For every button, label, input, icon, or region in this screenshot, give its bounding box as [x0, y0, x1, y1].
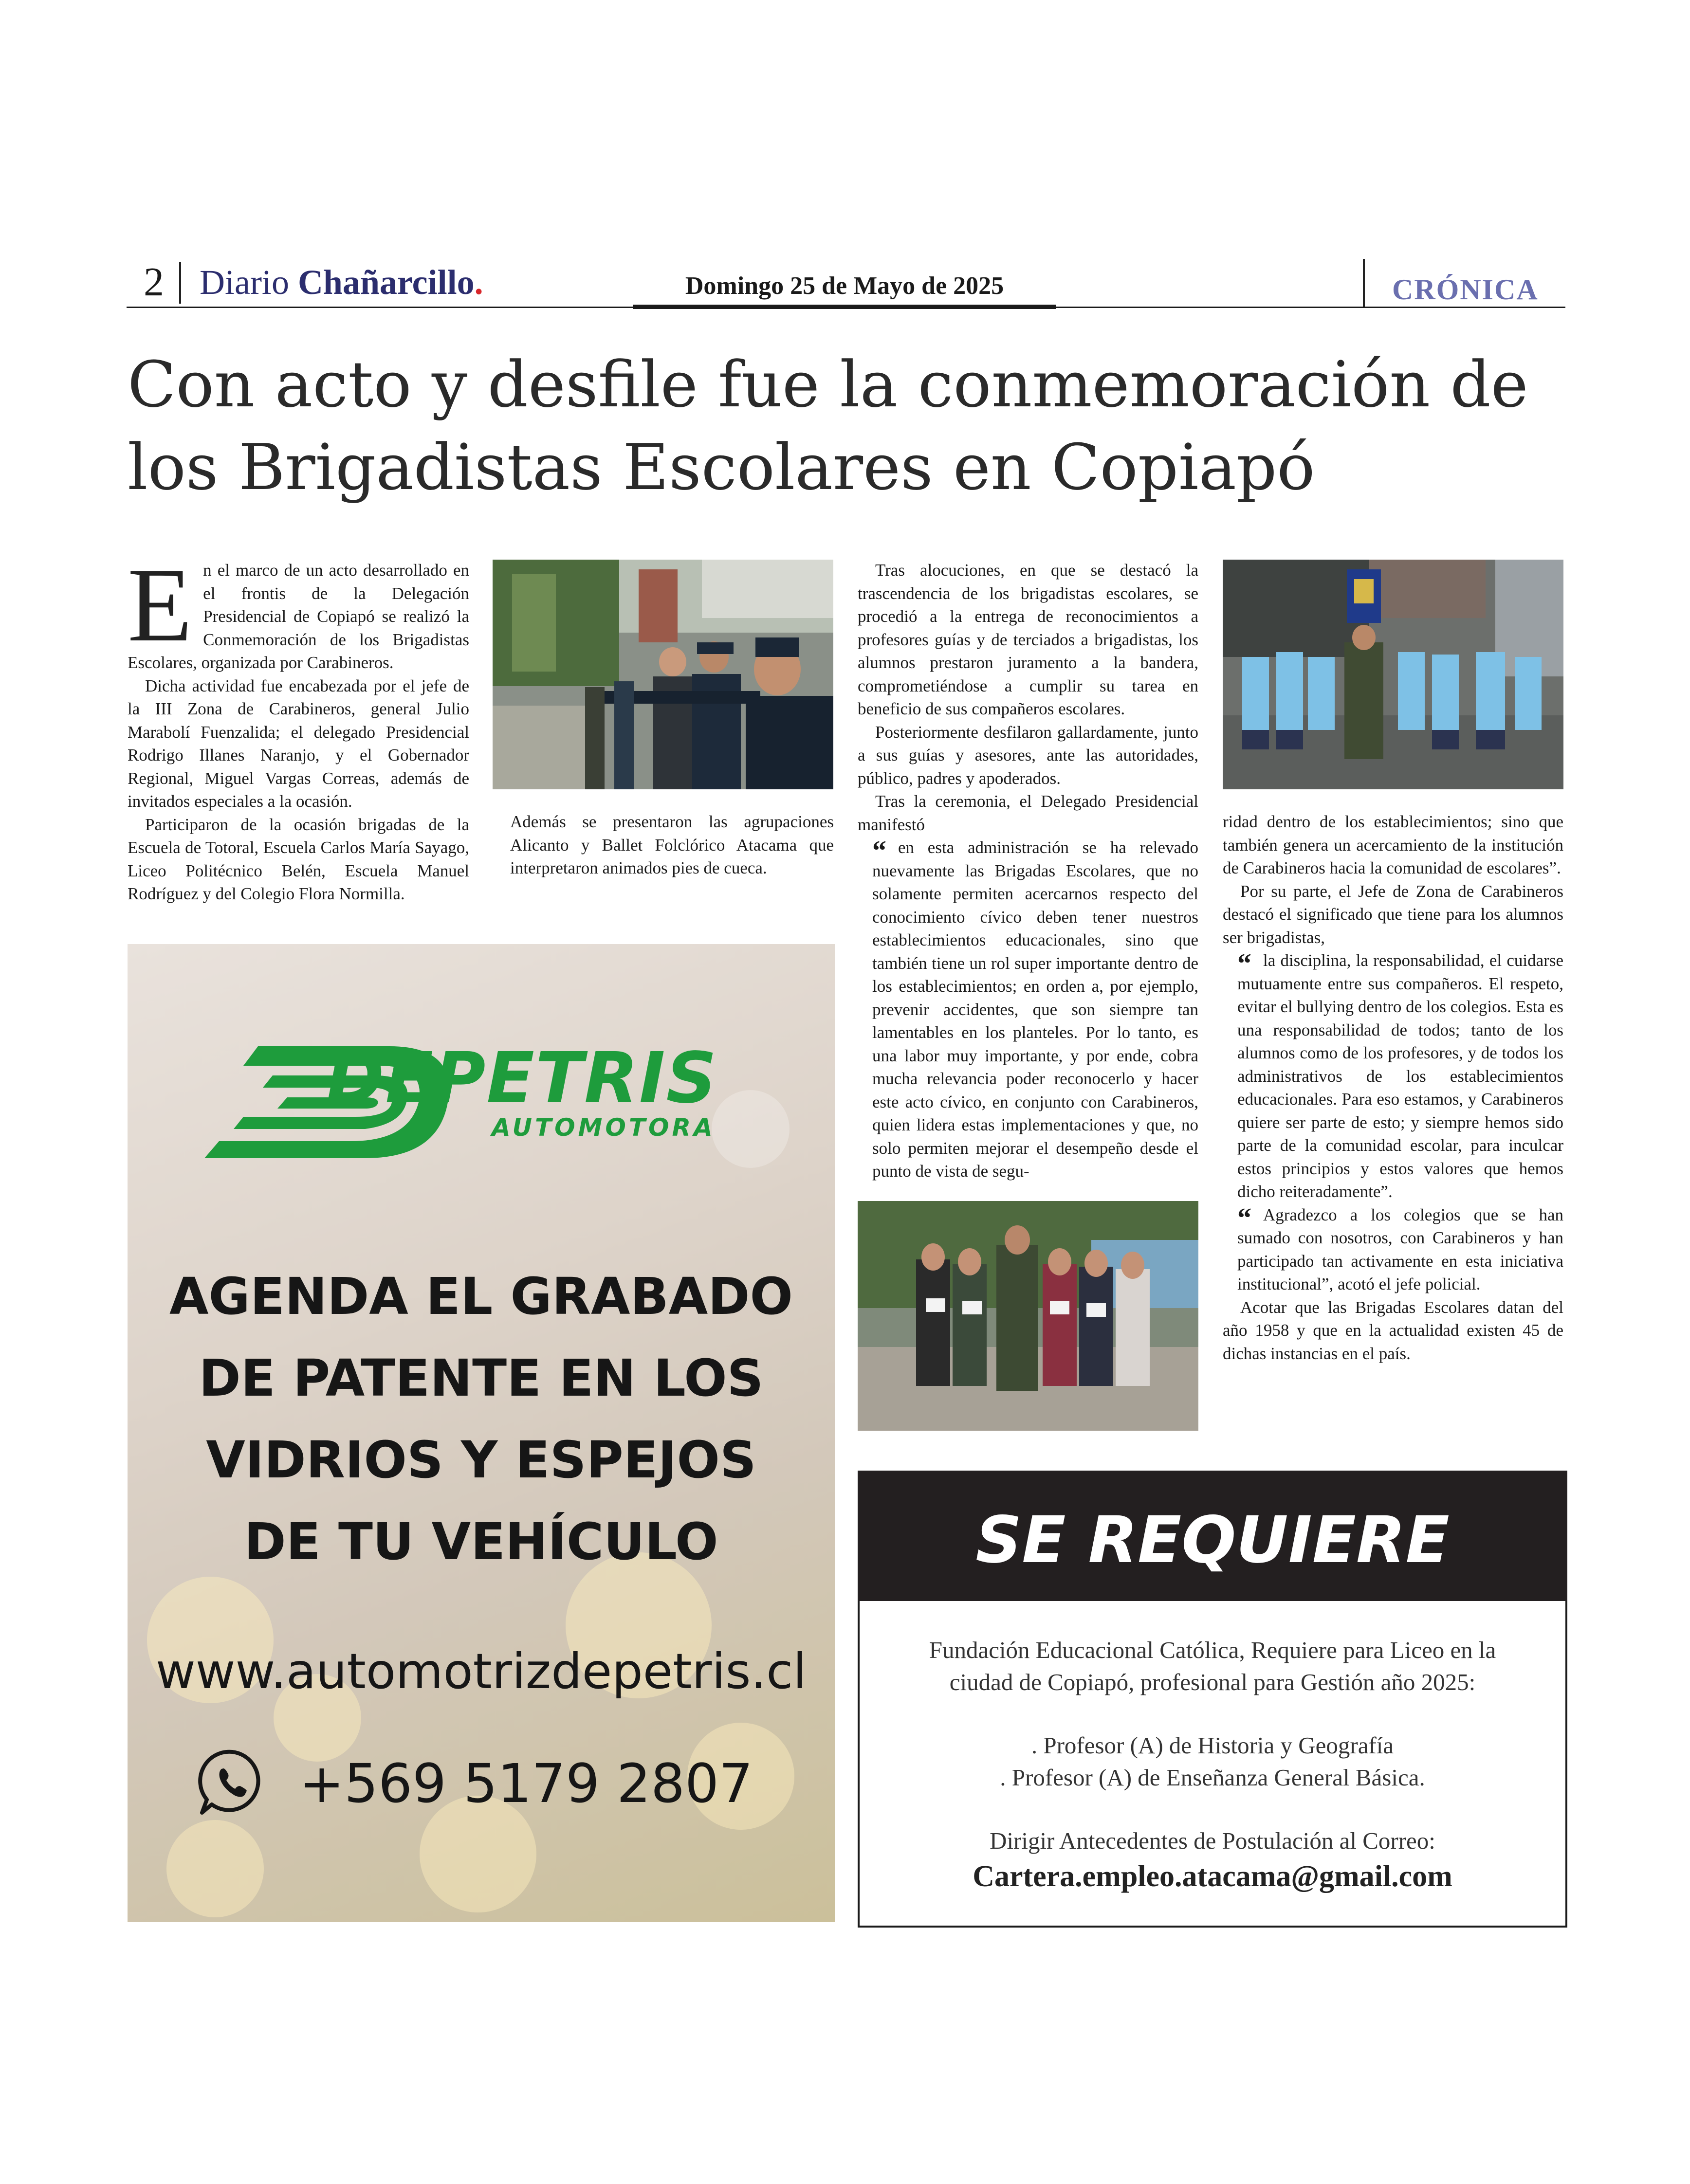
ad-headline — [128, 1256, 835, 1583]
paragraph: Por su parte, el Jefe de Zona de Carabineros destacó el significado que tiene para los alumnos ser brigadistas, — [1223, 881, 1563, 947]
paragraph: Dicha actividad fue encabezada por el jefe de la III Zona de Carabineros, general Julio Marabolí Fuenzalida; el delegado Presidencial Rodrigo Illanes Naranjo, y el Gobernador Regional, Miguel Vargas Correas, además de invitados especiales a la ocasión. — [128, 676, 469, 811]
ad-phone-number[interactable]: +569 5179 2807 — [299, 1752, 753, 1815]
newspaper-name-dot: . — [474, 263, 483, 302]
page-number: 2 — [144, 259, 164, 305]
job-position: . Profesor (A) de Enseñanza General Básica. — [1000, 1764, 1425, 1791]
ad-headline-line: AGENDA EL GRABADO — [169, 1267, 793, 1326]
masthead-divider — [179, 262, 181, 304]
quote-mark-icon: “ — [1237, 947, 1251, 979]
photo-caption: Además se presentaron las agrupaciones Alicanto y Ballet Folclórico Atacama que interpretaron animados pies de cueca. — [510, 812, 834, 877]
whatsapp-icon — [197, 1747, 268, 1818]
newspaper-name-bold: Chañarcillo — [297, 263, 475, 302]
paragraph: Tras la ceremonia, el Delegado Presidencial manifestó — [858, 792, 1198, 834]
article-column-3 — [858, 559, 1198, 1183]
paragraph: Acotar que las Brigadas Escolares datan del año 1958 y que en la actualidad existen 45 de dichas instancias en el país. — [1223, 1297, 1563, 1363]
drop-cap: E — [128, 546, 193, 664]
newspaper-name-regular: Diario — [200, 263, 289, 302]
ad-headline-line: VIDRIOS Y ESPEJOS — [206, 1430, 756, 1490]
quote-text: Agradezco a los colegios que se han sumado con nosotros, con Carabineros y han participado tan activamente en esta iniciativa institucional”, acotó el jefe policial. — [1237, 1205, 1563, 1293]
job-offer-intro: Fundación Educacional Católica, Requiere para Liceo en la ciudad de Copiapó, profesional para Gestión año 2025: — [929, 1637, 1496, 1695]
masthead-rule — [127, 307, 1565, 308]
depetris-subtitle: AUTOMOTORA — [492, 1113, 716, 1142]
ad-website-link[interactable]: www.automotrizdepetris.cl — [156, 1643, 807, 1700]
quote-mark-icon: “ — [872, 835, 886, 866]
paragraph: Posteriormente desfilaron gallardamente, junto a sus guías y asesores, ante las autoridades, público, padres y apoderados. — [858, 722, 1198, 788]
article-headline — [128, 343, 1578, 509]
job-offer-title: SE REQUIERE — [975, 1503, 1450, 1578]
quote-text: la disciplina, la responsabilidad, el cuidarse mutuamente entre sus compañeros. El respeto, evitar el bullying dentro de los colegios. Esta es una responsabilidad de todos; tanto de los alumnos como de los profesores, y de todos los administrativos de los establecimientos educacionales. Para eso estamos, y Carabineros quiere ser parte de esto; y siempre hemos sido parte de la comunidad escolar, para inculcar estos principios y estos valores que hemos dicho reiteradamente”. — [1237, 951, 1563, 1201]
photo-brigadistas-salute — [493, 560, 833, 789]
paragraph: ridad dentro de los establecimientos; sino que también genera un acercamiento de la institución de Carabineros hacia la comunidad de escolares”. — [1223, 812, 1563, 877]
headline-line-2: los Brigadistas Escolares en Copiapó — [128, 430, 1315, 504]
job-offer-email[interactable]: Cartera.empleo.atacama@gmail.com — [973, 1860, 1452, 1893]
quote-text: en esta administración se ha relevado nuevamente las Brigadas Escolares, que no solamente permiten acercarnos respecto del conocimiento cívico deben tener nuestros establecimientos educacionales, sino que también tiene un rol super importante dentro de los establecimientos; en orden a, por ejemplo, prevenir accidentes, que son siempre tan lamentables en los planteles. Por lo tanto, es una labor muy importante, y por ende, cobra mucha relevancia poder reconocerlo y hacer este acto cívico, en conjunto con Carabineros, quien lidera estas implementaciones y que, no solo permiten mejorar el desempeño desde el punto de vista de segu- — [872, 838, 1198, 1181]
quote-mark-icon: “ — [1237, 1201, 1251, 1234]
photo-award-recipients — [858, 1201, 1198, 1431]
section-label: CRÓNICA — [1392, 273, 1539, 306]
ad-headline-line: DE TU VEHÍCULO — [244, 1512, 718, 1571]
photo-parade — [1223, 560, 1563, 789]
article-column-4 — [1223, 810, 1563, 1365]
quoted-paragraph — [858, 836, 1198, 1183]
issue-date: Domingo 25 de Mayo de 2025 — [685, 272, 1004, 300]
newspaper-name — [200, 260, 483, 304]
section-divider — [1363, 259, 1365, 308]
job-position: . Profesor (A) de Historia y Geografía — [1031, 1732, 1394, 1759]
ad-headline-line: DE PATENTE EN LOS — [199, 1348, 764, 1408]
article-column-1 — [128, 546, 469, 906]
paragraph: Participaron de la ocasión brigadas de la Escuela de Totoral, Escuela Carlos María Sayago, Liceo Politécnico Belén, Escuela Manuel Rodríguez y del Colegio Flora Normilla. — [128, 815, 469, 903]
job-offer-instructions: Dirigir Antecedentes de Postulación al Correo: — [990, 1827, 1435, 1854]
headline-line-1: Con acto y desfile fue la conmemoración de — [128, 347, 1528, 421]
quoted-paragraph — [1223, 949, 1563, 1203]
paragraph: Tras alocuciones, en que se destacó la trascendencia de los brigadistas escolares, se procedió a la entrega de reconocimientos a profesores guías y de terciados a brigadistas, los alumnos prestaron juramento a la bandera, comprometiéndose a cumplir su tarea en beneficio de sus compañeros escolares. — [858, 561, 1198, 718]
depetris-brand: DEPETRIS — [326, 1037, 718, 1119]
job-offer-body — [858, 1634, 1567, 1896]
quoted-paragraph — [1223, 1203, 1563, 1296]
paragraph: n el marco de un acto desarrollado en el frontis de la Delegación Presidencial de Copiapó se realizó la Conmemoración de los Brigadistas Escolares, organizada por Carabineros. — [128, 561, 469, 672]
